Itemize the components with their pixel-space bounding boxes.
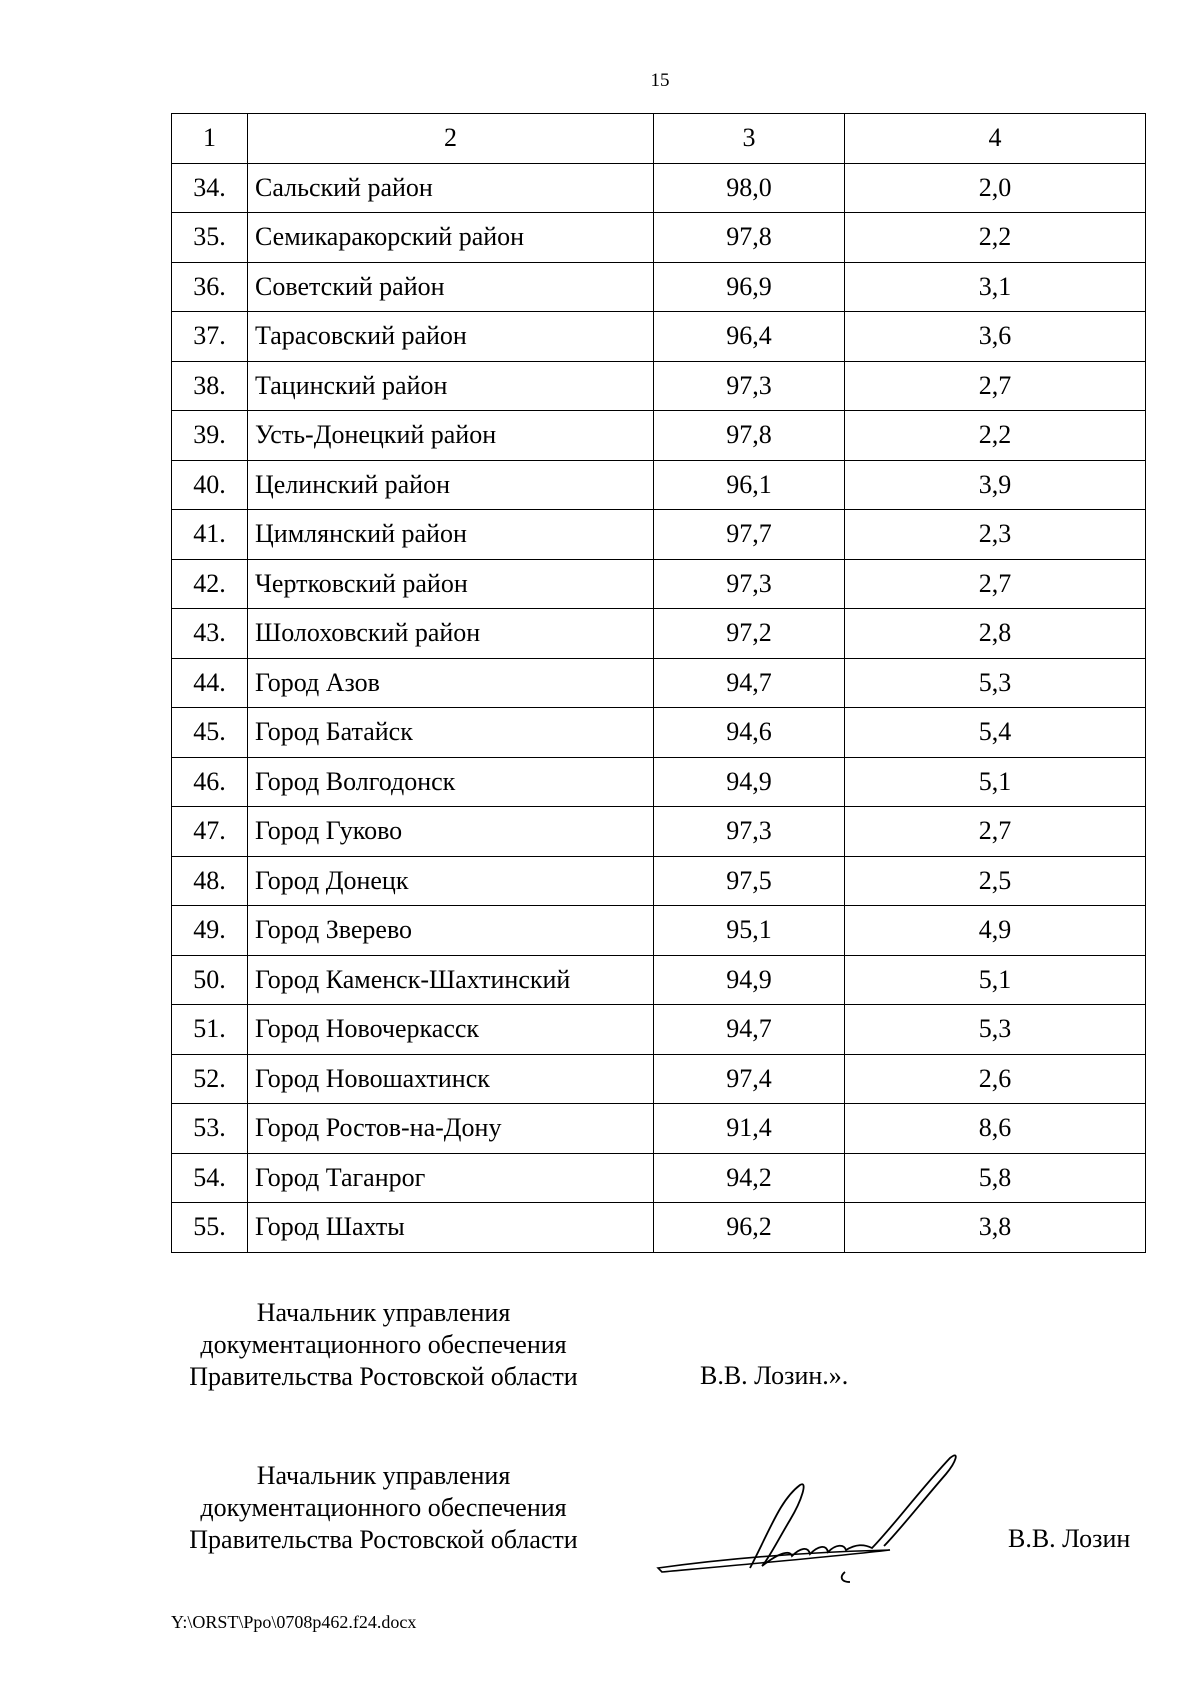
value-cell-col3: 97,3 [654, 361, 845, 411]
row-number-cell: 41. [172, 510, 248, 560]
value-cell-col4: 2,2 [845, 213, 1146, 263]
column-header: 2 [248, 114, 654, 164]
table-row [172, 1054, 1146, 1104]
position-line: Правительства Ростовской области [189, 1362, 578, 1391]
table-row [172, 757, 1146, 807]
table-row [172, 1203, 1146, 1253]
territory-name-cell: Город Донецк [248, 856, 654, 906]
value-cell-col4: 2,7 [845, 361, 1146, 411]
value-cell-col3: 98,0 [654, 163, 845, 213]
column-header: 3 [654, 114, 845, 164]
territory-name-cell: Целинский район [248, 460, 654, 510]
territory-name-cell: Город Шахты [248, 1203, 654, 1253]
territory-name-cell: Город Зверево [248, 906, 654, 956]
row-number-cell: 46. [172, 757, 248, 807]
value-cell-col4: 2,0 [845, 163, 1146, 213]
value-cell-col3: 94,6 [654, 708, 845, 758]
value-cell-col4: 2,8 [845, 609, 1146, 659]
value-cell-col4: 3,6 [845, 312, 1146, 362]
signature-block-position [171, 1297, 596, 1393]
table-row [172, 460, 1146, 510]
column-header: 1 [172, 114, 248, 164]
position-line: документационного обеспечения [200, 1330, 567, 1359]
row-number-cell: 48. [172, 856, 248, 906]
territory-name-cell: Город Каменск-Шахтинский [248, 955, 654, 1005]
territory-name-cell: Семикаракорский район [248, 213, 654, 263]
territory-name-cell: Город Батайск [248, 708, 654, 758]
territory-name-cell: Тацинский район [248, 361, 654, 411]
table-row [172, 361, 1146, 411]
row-number-cell: 42. [172, 559, 248, 609]
table-row [172, 658, 1146, 708]
row-number-cell: 34. [172, 163, 248, 213]
row-number-cell: 38. [172, 361, 248, 411]
value-cell-col4: 5,1 [845, 757, 1146, 807]
value-cell-col4: 2,3 [845, 510, 1146, 560]
row-number-cell: 55. [172, 1203, 248, 1253]
value-cell-col3: 94,9 [654, 955, 845, 1005]
territory-name-cell: Тарасовский район [248, 312, 654, 362]
value-cell-col3: 97,3 [654, 559, 845, 609]
row-number-cell: 44. [172, 658, 248, 708]
row-number-cell: 52. [172, 1054, 248, 1104]
position-line: Правительства Ростовской области [189, 1525, 578, 1554]
value-cell-col4: 3,8 [845, 1203, 1146, 1253]
position-line: документационного обеспечения [200, 1493, 567, 1522]
table-row [172, 559, 1146, 609]
value-cell-col3: 95,1 [654, 906, 845, 956]
table-row [172, 609, 1146, 659]
data-table [171, 113, 1146, 1253]
value-cell-col4: 4,9 [845, 906, 1146, 956]
territory-name-cell: Город Таганрог [248, 1153, 654, 1203]
value-cell-col3: 96,9 [654, 262, 845, 312]
value-cell-col3: 96,1 [654, 460, 845, 510]
value-cell-col3: 97,3 [654, 807, 845, 857]
value-cell-col4: 3,1 [845, 262, 1146, 312]
value-cell-col4: 2,7 [845, 807, 1146, 857]
value-cell-col4: 5,4 [845, 708, 1146, 758]
value-cell-col4: 8,6 [845, 1104, 1146, 1154]
table-row [172, 1005, 1146, 1055]
value-cell-col4: 5,3 [845, 1005, 1146, 1055]
table-row [172, 411, 1146, 461]
value-cell-col3: 94,7 [654, 658, 845, 708]
row-number-cell: 47. [172, 807, 248, 857]
signature-block-position [171, 1460, 596, 1556]
table-row [172, 807, 1146, 857]
value-cell-col4: 5,1 [845, 955, 1146, 1005]
row-number-cell: 54. [172, 1153, 248, 1203]
row-number-cell: 36. [172, 262, 248, 312]
territory-name-cell: Шолоховский район [248, 609, 654, 659]
table-body [172, 163, 1146, 1252]
territory-name-cell: Цимлянский район [248, 510, 654, 560]
table-row [172, 262, 1146, 312]
territory-name-cell: Сальский район [248, 163, 654, 213]
territory-name-cell: Город Азов [248, 658, 654, 708]
position-line: Начальник управления [256, 1461, 511, 1490]
territory-name-cell: Усть-Донецкий район [248, 411, 654, 461]
value-cell-col3: 94,7 [654, 1005, 845, 1055]
value-cell-col3: 97,5 [654, 856, 845, 906]
table-header-row [172, 114, 1146, 164]
territory-name-cell: Чертковский район [248, 559, 654, 609]
value-cell-col3: 96,2 [654, 1203, 845, 1253]
table-row [172, 213, 1146, 263]
position-line: Начальник управления [256, 1298, 511, 1327]
row-number-cell: 37. [172, 312, 248, 362]
value-cell-col3: 97,7 [654, 510, 845, 560]
value-cell-col3: 94,2 [654, 1153, 845, 1203]
territory-name-cell: Город Ростов-на-Дону [248, 1104, 654, 1154]
territory-name-cell: Город Новочеркасск [248, 1005, 654, 1055]
signatory-name: В.В. Лозин.». [700, 1361, 849, 1390]
territory-name-cell: Город Гуково [248, 807, 654, 857]
table-row [172, 856, 1146, 906]
row-number-cell: 43. [172, 609, 248, 659]
row-number-cell: 45. [172, 708, 248, 758]
value-cell-col4: 2,2 [845, 411, 1146, 461]
page-number: 15 [650, 70, 670, 91]
value-cell-col4: 2,6 [845, 1054, 1146, 1104]
table-row [172, 906, 1146, 956]
value-cell-col4: 5,3 [845, 658, 1146, 708]
value-cell-col4: 5,8 [845, 1153, 1146, 1203]
value-cell-col3: 91,4 [654, 1104, 845, 1154]
value-cell-col4: 2,5 [845, 856, 1146, 906]
territory-name-cell: Советский район [248, 262, 654, 312]
row-number-cell: 40. [172, 460, 248, 510]
row-number-cell: 49. [172, 906, 248, 956]
value-cell-col4: 2,7 [845, 559, 1146, 609]
table-row [172, 955, 1146, 1005]
table-row [172, 1104, 1146, 1154]
document-file-path: Y:\ORST\Ppo\0708p462.f24.docx [171, 1612, 417, 1632]
territory-name-cell: Город Новошахтинск [248, 1054, 654, 1104]
column-header: 4 [845, 114, 1146, 164]
row-number-cell: 50. [172, 955, 248, 1005]
table-row [172, 1153, 1146, 1203]
handwritten-signature [650, 1440, 980, 1590]
table-row [172, 510, 1146, 560]
signatory-name: В.В. Лозин [1008, 1524, 1131, 1553]
table-row [172, 708, 1146, 758]
row-number-cell: 39. [172, 411, 248, 461]
value-cell-col4: 3,9 [845, 460, 1146, 510]
table-row [172, 312, 1146, 362]
territory-name-cell: Город Волгодонск [248, 757, 654, 807]
row-number-cell: 53. [172, 1104, 248, 1154]
value-cell-col3: 94,9 [654, 757, 845, 807]
value-cell-col3: 97,8 [654, 411, 845, 461]
row-number-cell: 35. [172, 213, 248, 263]
value-cell-col3: 97,4 [654, 1054, 845, 1104]
value-cell-col3: 97,2 [654, 609, 845, 659]
table-row [172, 163, 1146, 213]
row-number-cell: 51. [172, 1005, 248, 1055]
value-cell-col3: 97,8 [654, 213, 845, 263]
value-cell-col3: 96,4 [654, 312, 845, 362]
